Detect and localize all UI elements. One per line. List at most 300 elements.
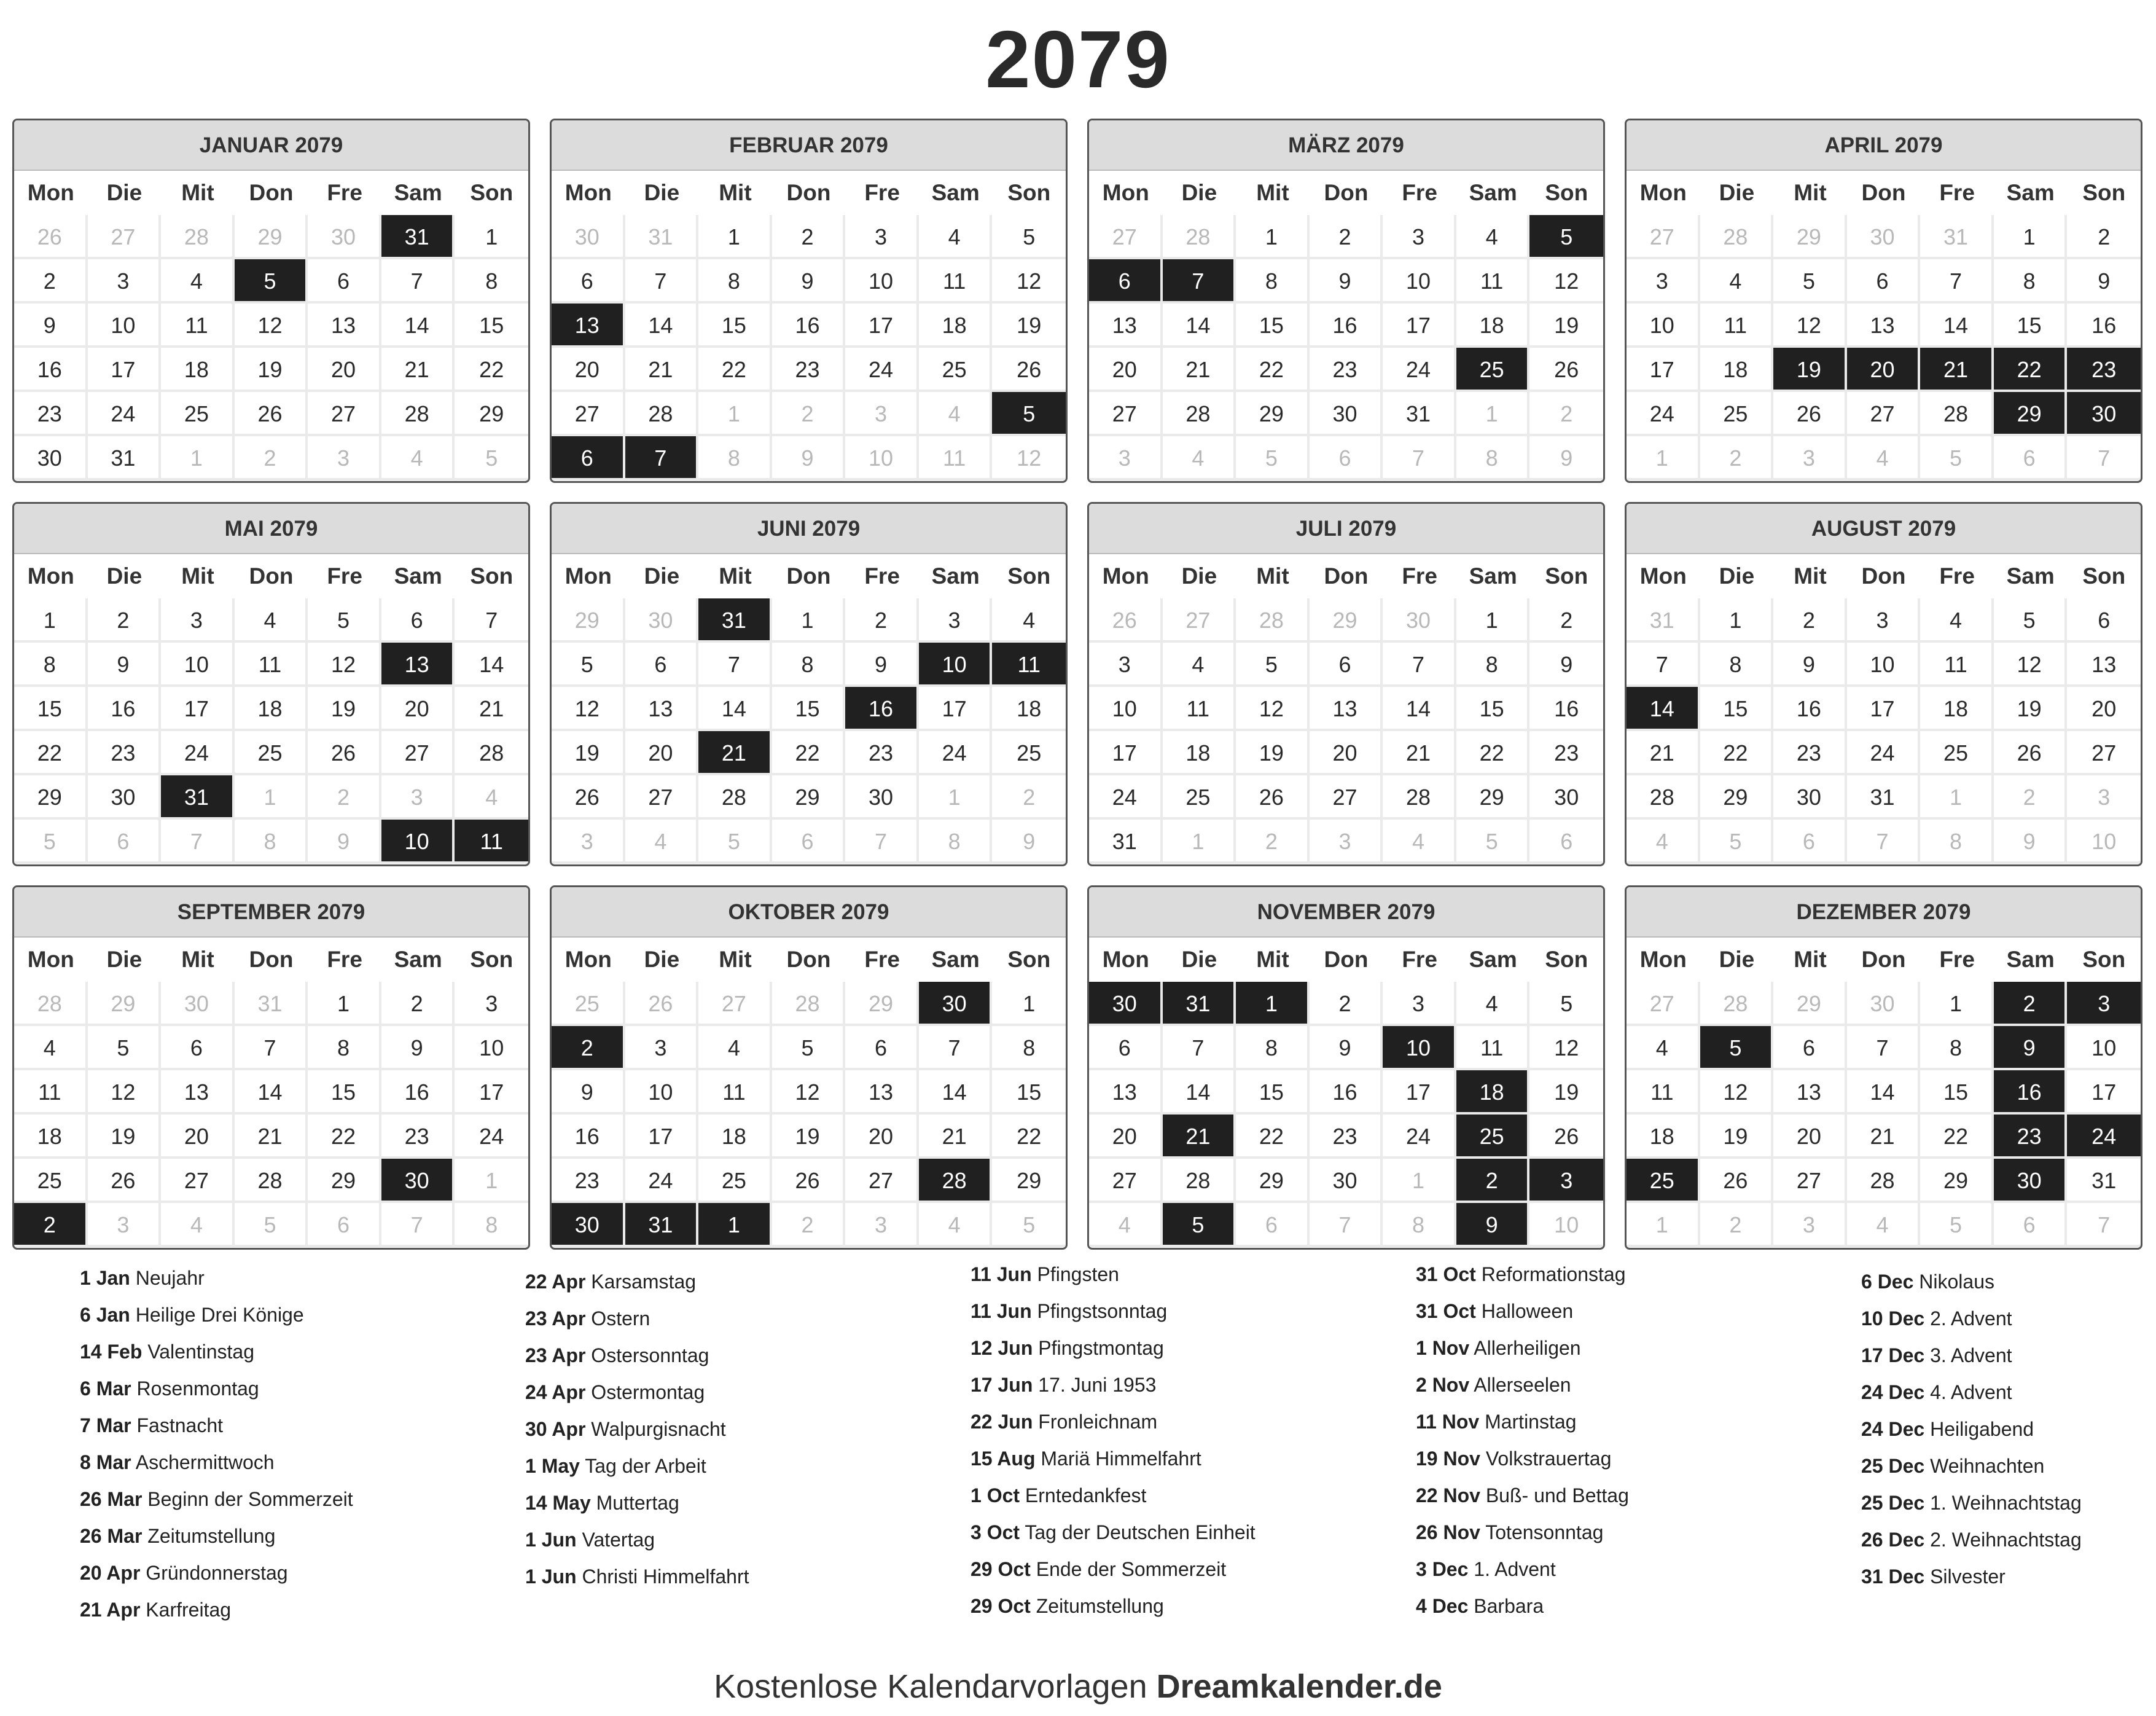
weekday-label: Son — [470, 563, 514, 589]
weekday-label: Son — [2082, 563, 2126, 589]
holiday-name: Ostern — [591, 1307, 650, 1330]
weekday-label: Mon — [564, 947, 612, 972]
day-cell: 5 — [1994, 598, 2068, 643]
day-cell: 19 — [308, 687, 381, 731]
holiday-date: 22 Apr — [525, 1271, 586, 1293]
holiday-item — [80, 1296, 510, 1333]
footer-text: Kostenlose Kalendarvorlagen — [714, 1668, 1157, 1705]
day-cell: 22 — [1700, 731, 1774, 775]
holiday-item — [1416, 1293, 1846, 1330]
day-cell: 12 — [992, 436, 1066, 480]
day-cell: 7 — [1847, 820, 1921, 864]
day-cell: 4 — [1383, 820, 1456, 864]
weekday-header — [1627, 554, 2141, 598]
day-cell: 14 — [1163, 1070, 1236, 1115]
holiday-item — [971, 1330, 1400, 1366]
weekday-label: Die — [1719, 947, 1755, 972]
day-cell: 2 — [845, 598, 919, 643]
day-cell: 6 — [308, 1203, 381, 1247]
weekday-label: Die — [106, 563, 143, 589]
day-cell: 18 — [14, 1115, 88, 1159]
weekday-label: Fre — [864, 563, 900, 589]
day-cell: 31 — [1089, 820, 1163, 864]
day-cell: 6 — [1773, 1026, 1847, 1070]
day-cell: 29 — [14, 775, 88, 820]
day-cell: 28 — [1700, 982, 1774, 1026]
holiday-date: 8 Mar — [80, 1451, 131, 1473]
holiday-name: Silvester — [1930, 1565, 2006, 1588]
day-cell: 10 — [1383, 259, 1456, 304]
day-cell: 9 — [1994, 820, 2068, 864]
day-cell: 21 — [1627, 731, 1700, 775]
day-cell: 4 — [381, 436, 455, 480]
day-cell: 17 — [1383, 304, 1456, 348]
day-cell: 6 — [1847, 259, 1921, 304]
day-cell: 21 — [1383, 731, 1456, 775]
weekday-label: Fre — [1402, 947, 1437, 972]
day-cell: 8 — [698, 259, 772, 304]
day-cell: 26 — [625, 982, 699, 1026]
holiday-name: Martinstag — [1485, 1411, 1577, 1433]
day-cell: 31 — [1383, 392, 1456, 436]
day-cell: 22 — [992, 1115, 1066, 1159]
holiday-date: 26 Nov — [1416, 1521, 1480, 1543]
day-cell: 7 — [381, 259, 455, 304]
holiday-name: Karsamstag — [591, 1271, 697, 1293]
day-cell: 27 — [698, 982, 772, 1026]
holiday-date: 26 Mar — [80, 1525, 143, 1547]
day-cell: 12 — [1700, 1070, 1774, 1115]
holiday-item — [1861, 1263, 2156, 1300]
day-cell-highlighted: 29 — [1994, 392, 2068, 436]
day-cell: 28 — [14, 982, 88, 1026]
day-cell-highlighted: 25 — [1456, 348, 1530, 392]
day-cell: 22 — [1236, 1115, 1310, 1159]
day-cell: 27 — [2067, 731, 2141, 775]
day-cell: 4 — [698, 1026, 772, 1070]
day-cell: 11 — [14, 1070, 88, 1115]
day-cell: 29 — [1920, 1159, 1994, 1203]
day-cell: 1 — [1456, 598, 1530, 643]
day-cell: 24 — [1847, 731, 1921, 775]
day-cell: 31 — [1847, 775, 1921, 820]
day-cell: 3 — [1089, 436, 1163, 480]
holiday-item — [80, 1260, 510, 1296]
weekday-label: Sam — [931, 947, 980, 972]
weekday-label: Fre — [864, 180, 900, 205]
day-cell: 8 — [14, 643, 88, 687]
day-cell: 5 — [552, 643, 625, 687]
day-cell: 22 — [308, 1115, 381, 1159]
day-cell: 28 — [1920, 392, 1994, 436]
month-panel — [550, 119, 1068, 483]
day-cell: 28 — [1236, 598, 1310, 643]
day-cell: 4 — [1456, 215, 1530, 259]
day-cell: 29 — [992, 1159, 1066, 1203]
month-title: NOVEMBER 2079 — [1089, 887, 1603, 938]
day-cell: 3 — [1773, 1203, 1847, 1247]
day-cell-highlighted: 7 — [625, 436, 699, 480]
day-cell: 29 — [1700, 775, 1774, 820]
day-cell: 1 — [1627, 1203, 1700, 1247]
day-cell: 19 — [1700, 1115, 1774, 1159]
day-cell: 20 — [1089, 1115, 1163, 1159]
day-cell: 11 — [1456, 259, 1530, 304]
month-title: MÄRZ 2079 — [1089, 120, 1603, 171]
day-cell: 4 — [235, 598, 308, 643]
day-cell-highlighted: 5 — [992, 392, 1066, 436]
day-cell: 24 — [1383, 348, 1456, 392]
day-cell: 27 — [1627, 982, 1700, 1026]
weekday-label: Mit — [719, 563, 752, 589]
day-cell: 1 — [14, 598, 88, 643]
day-cell: 10 — [1627, 304, 1700, 348]
day-cell: 11 — [1920, 643, 1994, 687]
day-cell-highlighted: 10 — [1383, 1026, 1456, 1070]
weekday-label: Sam — [394, 180, 442, 205]
holiday-item — [1861, 1337, 2156, 1374]
day-cell-highlighted: 31 — [625, 1203, 699, 1247]
day-cell: 20 — [161, 1115, 235, 1159]
weekday-label: Mit — [719, 947, 752, 972]
day-cell-highlighted: 21 — [1920, 348, 1994, 392]
day-cell: 17 — [625, 1115, 699, 1159]
holiday-item — [80, 1333, 510, 1370]
day-cell: 25 — [698, 1159, 772, 1203]
day-cell: 19 — [552, 731, 625, 775]
day-cell-highlighted: 23 — [1994, 1115, 2068, 1159]
day-cell: 25 — [14, 1159, 88, 1203]
day-cell: 21 — [625, 348, 699, 392]
day-cell: 17 — [1847, 687, 1921, 731]
day-cell: 28 — [161, 215, 235, 259]
month-title: AUGUST 2079 — [1627, 504, 2141, 554]
day-cell: 8 — [1920, 1026, 1994, 1070]
day-cell: 17 — [1383, 1070, 1456, 1115]
holiday-date: 24 Apr — [525, 1381, 586, 1403]
day-cell: 5 — [308, 598, 381, 643]
day-cell: 29 — [1773, 215, 1847, 259]
day-cell: 29 — [455, 392, 528, 436]
year-title: 2079 — [985, 14, 1171, 104]
day-cell: 2 — [992, 775, 1066, 820]
day-grid — [1089, 598, 1603, 864]
weekday-header — [14, 171, 528, 215]
day-cell: 1 — [1920, 775, 1994, 820]
day-cell: 7 — [625, 259, 699, 304]
month-panel — [1625, 885, 2142, 1250]
day-cell: 25 — [1700, 392, 1774, 436]
day-cell: 14 — [919, 1070, 993, 1115]
day-cell-highlighted: 10 — [381, 820, 455, 864]
day-cell: 16 — [1310, 304, 1383, 348]
holiday-name: Reformationstag — [1481, 1263, 1626, 1285]
holiday-name: Erntedankfest — [1025, 1484, 1147, 1506]
day-cell: 30 — [161, 982, 235, 1026]
day-cell-highlighted: 11 — [992, 643, 1066, 687]
weekday-label: Mit — [719, 180, 752, 205]
weekday-header — [1627, 938, 2141, 982]
holiday-name: Volkstrauertag — [1485, 1448, 1612, 1470]
day-cell: 24 — [161, 731, 235, 775]
holiday-date: 29 Oct — [971, 1595, 1031, 1617]
day-cell: 15 — [455, 304, 528, 348]
day-cell: 30 — [1847, 215, 1921, 259]
day-cell: 10 — [2067, 1026, 2141, 1070]
month-title: MAI 2079 — [14, 504, 528, 554]
day-cell: 6 — [308, 259, 381, 304]
weekday-label: Don — [1861, 947, 1906, 972]
day-cell: 4 — [1456, 982, 1530, 1026]
holiday-date: 1 Jan — [80, 1267, 130, 1289]
day-cell: 30 — [625, 598, 699, 643]
day-cell: 27 — [1847, 392, 1921, 436]
weekday-label: Don — [1324, 563, 1369, 589]
month-title: JULI 2079 — [1089, 504, 1603, 554]
day-cell-highlighted: 6 — [1089, 259, 1163, 304]
weekday-label: Sam — [2006, 947, 2055, 972]
holiday-item — [525, 1300, 955, 1337]
day-cell: 28 — [772, 982, 846, 1026]
day-cell: 3 — [455, 982, 528, 1026]
weekday-label: Die — [644, 947, 680, 972]
day-cell: 4 — [1163, 436, 1236, 480]
day-cell: 15 — [308, 1070, 381, 1115]
day-cell-highlighted: 30 — [552, 1203, 625, 1247]
day-cell: 5 — [992, 1203, 1066, 1247]
holiday-item — [80, 1518, 510, 1554]
holiday-item — [1861, 1411, 2156, 1448]
holiday-date: 3 Oct — [971, 1521, 1020, 1543]
day-cell: 2 — [772, 1203, 846, 1247]
holiday-date: 31 Oct — [1416, 1263, 1476, 1285]
day-cell: 4 — [919, 215, 993, 259]
holiday-date: 15 Aug — [971, 1448, 1036, 1470]
weekday-label: Mon — [27, 947, 74, 972]
holiday-date: 11 Nov — [1416, 1411, 1480, 1433]
day-cell: 11 — [698, 1070, 772, 1115]
holiday-date: 2 Nov — [1416, 1374, 1470, 1396]
weekday-label: Fre — [327, 180, 362, 205]
holiday-item — [80, 1370, 510, 1407]
day-cell: 28 — [1163, 1159, 1236, 1203]
day-cell: 18 — [1700, 348, 1774, 392]
day-cell: 7 — [1627, 643, 1700, 687]
day-cell: 28 — [1163, 215, 1236, 259]
holiday-name: Muttertag — [596, 1492, 679, 1514]
day-cell: 15 — [1236, 304, 1310, 348]
day-cell: 1 — [308, 982, 381, 1026]
day-cell-highlighted: 28 — [919, 1159, 993, 1203]
day-cell: 23 — [1529, 731, 1603, 775]
holiday-column — [971, 1256, 1400, 1624]
weekday-label: Mon — [1102, 180, 1149, 205]
holiday-date: 23 Apr — [525, 1307, 586, 1330]
day-cell-highlighted: 21 — [698, 731, 772, 775]
weekday-header — [14, 938, 528, 982]
day-cell: 6 — [845, 1026, 919, 1070]
weekday-label: Die — [1719, 563, 1755, 589]
day-cell-highlighted: 3 — [2067, 982, 2141, 1026]
holiday-date: 3 Dec — [1416, 1558, 1469, 1580]
day-cell: 1 — [455, 1159, 528, 1203]
day-cell: 24 — [845, 348, 919, 392]
weekday-label: Son — [1007, 563, 1051, 589]
day-cell: 31 — [1627, 598, 1700, 643]
holiday-item — [525, 1521, 955, 1558]
weekday-header — [1089, 171, 1603, 215]
day-cell-highlighted: 31 — [161, 775, 235, 820]
day-cell: 24 — [919, 731, 993, 775]
day-cell: 10 — [1847, 643, 1921, 687]
day-cell: 9 — [1310, 259, 1383, 304]
day-cell: 9 — [845, 643, 919, 687]
day-cell: 1 — [235, 775, 308, 820]
day-cell-highlighted: 11 — [455, 820, 528, 864]
weekday-label: Sam — [931, 563, 980, 589]
day-cell: 19 — [88, 1115, 162, 1159]
day-cell: 18 — [919, 304, 993, 348]
day-cell: 3 — [1383, 215, 1456, 259]
weekday-label: Mon — [564, 563, 612, 589]
day-cell: 23 — [1310, 1115, 1383, 1159]
holiday-date: 21 Apr — [80, 1599, 141, 1621]
day-cell: 22 — [14, 731, 88, 775]
day-cell: 27 — [381, 731, 455, 775]
month-panel — [550, 502, 1068, 866]
day-cell: 12 — [88, 1070, 162, 1115]
holiday-date: 29 Oct — [971, 1558, 1031, 1580]
day-cell-highlighted: 1 — [698, 1203, 772, 1247]
day-cell: 15 — [698, 304, 772, 348]
day-cell: 29 — [88, 982, 162, 1026]
day-cell: 17 — [919, 687, 993, 731]
day-cell: 16 — [381, 1070, 455, 1115]
day-cell: 17 — [1089, 731, 1163, 775]
day-cell: 28 — [1700, 215, 1774, 259]
holiday-column — [525, 1263, 955, 1595]
day-cell: 8 — [1700, 643, 1774, 687]
weekday-label: Son — [1545, 563, 1588, 589]
day-cell-highlighted: 18 — [1456, 1070, 1530, 1115]
day-cell: 18 — [1920, 687, 1994, 731]
day-cell: 27 — [552, 392, 625, 436]
day-cell: 20 — [1773, 1115, 1847, 1159]
holiday-item — [80, 1444, 510, 1481]
day-cell: 15 — [772, 687, 846, 731]
day-cell: 30 — [88, 775, 162, 820]
day-cell: 15 — [1920, 1070, 1994, 1115]
day-cell: 25 — [235, 731, 308, 775]
day-cell: 3 — [1310, 820, 1383, 864]
holiday-item — [1861, 1558, 2156, 1595]
day-cell: 14 — [235, 1070, 308, 1115]
day-cell: 5 — [1529, 982, 1603, 1026]
day-cell: 11 — [919, 259, 993, 304]
day-cell: 12 — [1994, 643, 2068, 687]
day-cell: 16 — [772, 304, 846, 348]
holiday-item — [1416, 1440, 1846, 1477]
day-cell-highlighted: 13 — [552, 304, 625, 348]
weekday-label: Don — [1861, 180, 1906, 205]
day-cell-highlighted: 2 — [552, 1026, 625, 1070]
holiday-item — [1861, 1484, 2156, 1521]
day-cell: 26 — [1529, 1115, 1603, 1159]
day-cell: 9 — [2067, 259, 2141, 304]
day-cell: 5 — [88, 1026, 162, 1070]
holiday-date: 17 Jun — [971, 1374, 1033, 1396]
holiday-name: 17. Juni 1953 — [1038, 1374, 1157, 1396]
day-cell: 6 — [1310, 643, 1383, 687]
day-cell-highlighted: 2 — [14, 1203, 88, 1247]
day-cell: 25 — [992, 731, 1066, 775]
day-cell: 7 — [381, 1203, 455, 1247]
weekday-label: Sam — [394, 947, 442, 972]
holiday-item — [1861, 1448, 2156, 1484]
holiday-name: Tag der Deutschen Einheit — [1025, 1521, 1256, 1543]
day-cell: 31 — [88, 436, 162, 480]
day-cell: 21 — [235, 1115, 308, 1159]
holiday-item — [1416, 1366, 1846, 1403]
day-cell: 27 — [1163, 598, 1236, 643]
weekday-label: Mon — [1102, 563, 1149, 589]
weekday-label: Sam — [394, 563, 442, 589]
holiday-date: 17 Dec — [1861, 1344, 1925, 1366]
holiday-date: 30 Apr — [525, 1418, 586, 1440]
day-cell: 26 — [1700, 1159, 1774, 1203]
day-cell: 4 — [1847, 436, 1921, 480]
day-cell: 28 — [1847, 1159, 1921, 1203]
holiday-name: Heiligabend — [1930, 1418, 2034, 1440]
day-cell: 29 — [1236, 392, 1310, 436]
holiday-name: Valentinstag — [147, 1341, 255, 1363]
day-cell: 8 — [308, 1026, 381, 1070]
day-cell: 19 — [1529, 304, 1603, 348]
day-cell: 11 — [161, 304, 235, 348]
weekday-label: Son — [1007, 180, 1051, 205]
day-cell: 29 — [845, 982, 919, 1026]
day-cell: 2 — [88, 598, 162, 643]
day-cell: 23 — [1310, 348, 1383, 392]
day-cell: 19 — [1994, 687, 2068, 731]
month-panel — [12, 119, 530, 483]
day-cell: 9 — [772, 436, 846, 480]
day-cell: 2 — [14, 259, 88, 304]
day-cell: 2 — [381, 982, 455, 1026]
weekday-label: Sam — [2006, 563, 2055, 589]
day-cell: 16 — [88, 687, 162, 731]
weekday-label: Son — [1007, 947, 1051, 972]
day-cell: 5 — [1700, 820, 1774, 864]
holiday-item — [1861, 1300, 2156, 1337]
day-cell: 18 — [1163, 731, 1236, 775]
weekday-label: Mit — [181, 180, 214, 205]
day-cell: 11 — [1700, 304, 1774, 348]
day-cell: 24 — [1383, 1115, 1456, 1159]
day-cell: 30 — [14, 436, 88, 480]
day-cell: 9 — [1529, 436, 1603, 480]
holiday-item — [525, 1448, 955, 1484]
weekday-label: Son — [470, 947, 514, 972]
day-cell: 7 — [2067, 436, 2141, 480]
day-cell: 17 — [845, 304, 919, 348]
day-cell: 21 — [455, 687, 528, 731]
day-cell: 12 — [552, 687, 625, 731]
day-cell: 8 — [992, 1026, 1066, 1070]
day-cell: 7 — [919, 1026, 993, 1070]
day-cell: 25 — [919, 348, 993, 392]
weekday-label: Son — [1545, 180, 1588, 205]
